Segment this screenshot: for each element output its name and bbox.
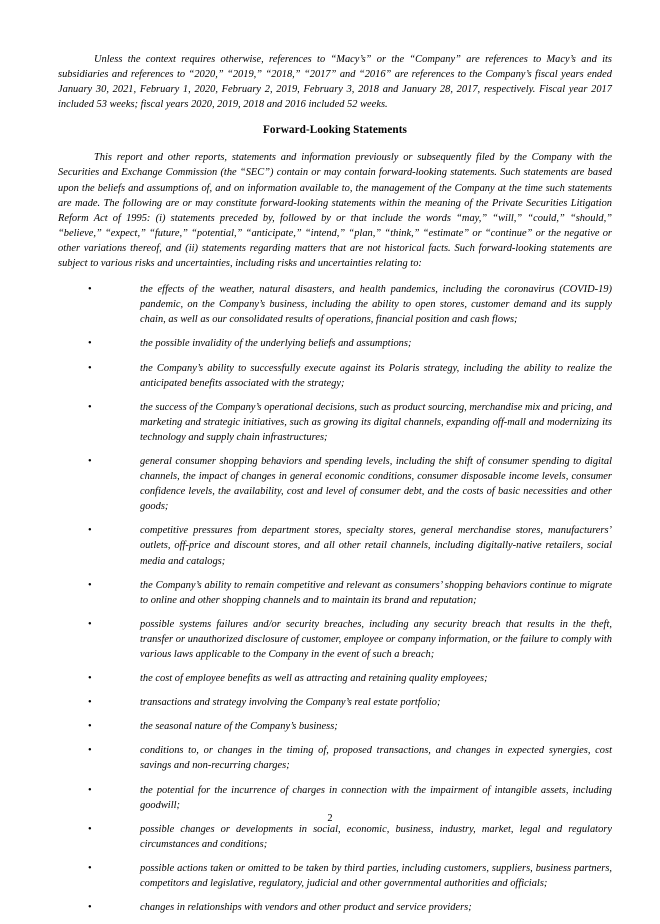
risk-factor-text: transactions and strategy involving the Company’s real estate portfolio; [140, 697, 441, 709]
bullet-icon: • [88, 745, 92, 757]
risk-factor-text: the seasonal nature of the Company’s business; [140, 721, 338, 733]
spacer [58, 271, 612, 282]
bullet-icon: • [88, 784, 92, 796]
bullet-icon: • [88, 579, 92, 591]
risk-factor-text: competitive pressures from department stores, specialty stores, general merchandise stores, manufacturers’ outlets, off-price and discount stores, and all other retail channels, including digitally-native retailers, social media and catalogs; [140, 525, 612, 567]
risk-factor-item [58, 578, 612, 608]
bullet-icon: • [88, 902, 92, 914]
bullet-icon: • [88, 362, 92, 374]
risk-factor-text: the effects of the weather, natural disasters, and health pandemics, including the coronavirus (COVID-19) pandemic, on the Company’s business, including the ability to open stores, customer demand and its supply chain, as well as our consolidated results of operations, financial position and cash flows; [140, 284, 612, 326]
risk-factor-text: the possible invalidity of the underlying beliefs and assumptions; [140, 338, 412, 350]
bullet-icon: • [88, 673, 92, 685]
spacer [58, 112, 612, 123]
risk-factor-text: possible systems failures and/or security breaches, including any security breach that results in the theft, transfer or unauthorized disclosure of customer, employee or company information, or the failure to comply with various laws applicable to the Company in the event of such a breach; [140, 618, 612, 660]
risk-factor-text: general consumer shopping behaviors and spending levels, including the shift of consumer spending to digital channels, the impact of changes in general economic conditions, consumer disposable income levels, consumer confidence levels, the availability, cost and level of consumer debt, and the costs of basic necessities and other goods; [140, 455, 612, 513]
bullet-icon: • [88, 823, 92, 835]
risk-factor-item [58, 900, 612, 915]
page-number: 2 [327, 813, 333, 824]
risk-factor-item [58, 743, 612, 773]
bullet-icon: • [88, 697, 92, 709]
risk-factor-text: the Company’s ability to successfully execute against its Polaris strategy, including the ability to realize the anticipated benefits associated with the strategy; [140, 362, 612, 389]
risk-factor-item [58, 617, 612, 662]
bullet-icon: • [88, 338, 92, 350]
risk-factor-item [58, 861, 612, 891]
risk-factor-item [58, 695, 612, 710]
page-content [58, 52, 612, 924]
risk-factor-item [58, 454, 612, 514]
section-heading-forward-looking-statements: Forward-Looking Statements [263, 124, 407, 137]
bullet-icon: • [88, 525, 92, 537]
definitions-paragraph: Unless the context requires otherwise, references to “Macy’s” or the “Company” are references to Macy’s and its subsidiaries and references to “2020,” “2019,” “2018,” “2017” and “2016” are references to the Company’s fiscal years ended January 30, 2021, February 1, 2020, February 2, 2019, February 3, 2018 and January 28, 2017, respectively. Fiscal year 2017 included 53 weeks; fiscal years 2020, 2019, 2018 and 2016 included 52 weeks. [58, 54, 612, 111]
risk-factor-text: the Company’s ability to remain competitive and relevant as consumers’ shopping behaviors continue to migrate to online and other shopping channels and to maintain its brand and reputation; [140, 579, 612, 606]
risk-factor-text: the cost of employee benefits as well as attracting and retaining quality employees; [140, 673, 488, 685]
risk-factor-item [58, 822, 612, 852]
risk-factor-item [58, 783, 612, 813]
bullet-icon: • [88, 862, 92, 874]
risk-factor-item [58, 523, 612, 568]
risk-factor-item [58, 282, 612, 327]
spacer [58, 138, 612, 150]
bullet-icon: • [88, 284, 92, 296]
bullet-icon: • [88, 401, 92, 413]
risk-factor-text: the success of the Company’s operational decisions, such as product sourcing, merchandise mix and pricing, and marketing and strategic initiatives, such as growing its digital channels, expanding off-mall and modernizing its technology and supply chain infrastructures; [140, 401, 612, 443]
bullet-icon: • [88, 618, 92, 630]
risk-factor-item [58, 361, 612, 391]
risk-factor-text: conditions to, or changes in the timing of, proposed transactions, and changes in expected synergies, cost savings and non-recurring charges; [140, 745, 612, 772]
bullet-icon: • [88, 721, 92, 733]
risk-factor-text: changes in relationships with vendors and other product and service providers; [140, 902, 472, 914]
risk-factor-text: possible actions taken or omitted to be taken by third parties, including customers, suppliers, business partners, competitors and legislative, regulatory, judicial and other governmental authorities and officials; [140, 862, 612, 890]
bullet-icon: • [88, 455, 92, 467]
risk-factor-item [58, 400, 612, 445]
risk-factor-text: possible changes or developments in social, economic, business, industry, market, legal and regulatory circumstances and conditions; [140, 823, 612, 850]
forward-looking-intro-paragraph: This report and other reports, statements and information previously or subsequently filed by the Company with the Securities and Exchange Commission (the “SEC”) contain or may contain forward-looking statements. Such statements are based upon the beliefs and assumptions of, and on information available to, the management of the Company at the time such statements are made. The following are or may constitute forward-looking statements within the meaning of the Private Securities Litigation Reform Act of 1995: (i) statements preceded by, followed by or that include the words “may,” “will,” “could,” “should,” “believe,” “expect,” “future,” “potential,” “anticipate,” “intend,” “plan,” “think,” “estimate” or “continue” or the negative or other variations thereof, and (ii) statements regarding matters that are not historical facts. Such forward-looking statements are subject to various risks and uncertainties, including risks and uncertainties relating to: [58, 152, 612, 270]
risk-factor-item [58, 336, 612, 351]
risk-factor-item [58, 671, 612, 686]
risk-factor-item [58, 719, 612, 734]
risk-factor-text: the potential for the incurrence of charges in connection with the impairment of intangible assets, including goodwill; [140, 784, 612, 811]
